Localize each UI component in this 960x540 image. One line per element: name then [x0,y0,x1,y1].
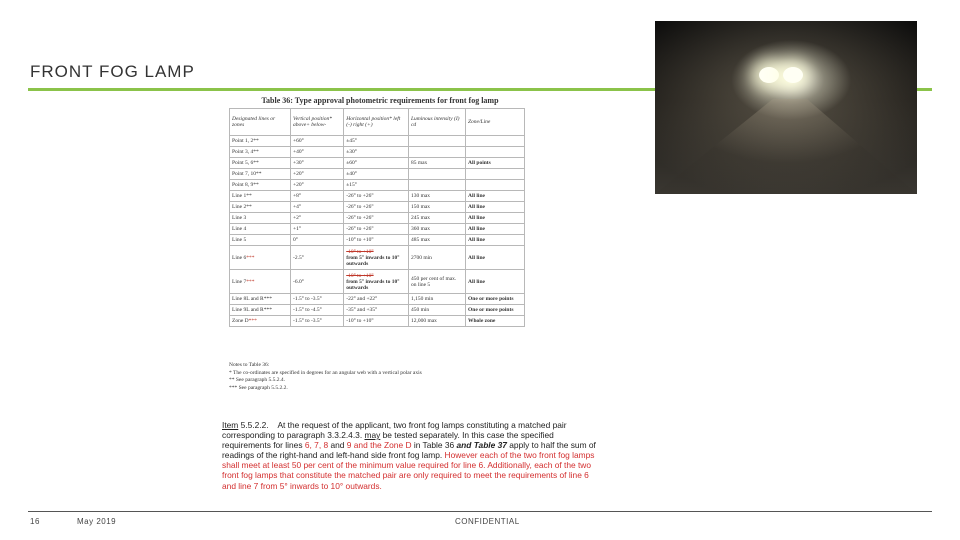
right-headlight-glow [783,67,803,83]
paragraph-text: At the request of the applicant, two front fog lamps constituting a matched pair corresponding to paragraph 3.3.2.4.3. [222,420,567,441]
footer-divider [28,511,932,512]
table-cell: All points [465,158,524,169]
table-cell: 2700 min [408,246,465,270]
table-cell: -6.0° [291,270,344,294]
table-cell: ±40° [344,169,409,180]
table-cell: 245 max [408,213,465,224]
row-label: Point 7, 10** [232,171,262,177]
table-cell [408,169,465,180]
table-cell: +30° [291,158,344,169]
table-cell: +20° [291,180,344,191]
table-cell: -10° to +10° [344,235,409,246]
table-cell: -26° to +26° [344,213,409,224]
header-cell: Zone/Line [465,109,524,136]
table-cell: -26° to +26° [344,202,409,213]
row-label-mark: *** [248,318,257,324]
table-cell: +2° [291,213,344,224]
row-label: Zone D [232,318,249,324]
table-cell: -26° to +26° [344,191,409,202]
paragraph-text: and [330,440,345,451]
row-label: Line 2** [232,204,252,210]
table-cell [230,224,291,235]
header-cell: Horizontal position* left (-) right (+) [344,109,409,136]
note-line: ** See paragraph 5.5.2.4. [229,377,286,383]
table-cell: 450 min [408,305,465,316]
table-cell: 150 max [408,202,465,213]
table-cell: 85 max [408,158,465,169]
table-cell: One or more points [465,305,524,316]
table-cell [230,235,291,246]
new-value: from 5° inwards to 10° outwards [346,278,400,291]
table-cell [344,246,409,270]
table-cell: All line [465,191,524,202]
table-cell: 12,000 max [408,316,465,327]
table-row [230,202,525,213]
table-cell: 1,150 min [408,294,465,305]
table-cell: All line [465,202,524,213]
table-cell: +40° [291,147,344,158]
row-label: Point 3, 4** [232,149,259,155]
table-cell [408,136,465,147]
table-caption: Table 36: Type approval photometric requirements for front fog lamp [261,96,499,105]
table-cell: ±60° [344,158,409,169]
item-label: Item [222,420,239,430]
table-row [230,294,525,305]
row-label-mark: *** [246,254,255,261]
table-cell: 360 max [408,224,465,235]
table-row [230,213,525,224]
table-cell: -35° and +35° [344,305,409,316]
table-cell [230,202,291,213]
table-cell [230,294,291,305]
photometric-table [229,108,525,327]
struck-value: -10° to +10° [346,272,374,279]
table-cell [230,169,291,180]
table-cell [230,136,291,147]
left-headlight-glow [759,67,779,83]
table-cell: All line [465,224,524,235]
slide-title: FRONT FOG LAMP [30,62,195,81]
table-cell: One or more points [465,294,524,305]
table-row [230,169,525,180]
table-cell: All line [465,270,524,294]
table-row [230,305,525,316]
table-cell [230,180,291,191]
table-cell [230,213,291,224]
item-ref: 5.5.2.2. [240,420,269,430]
bold-italic-text: and Table 37 [456,440,507,451]
table-row [230,316,525,327]
row-label: Line 9L and R*** [232,307,272,313]
footer-date: May 2019 [77,517,117,526]
requirement-paragraph [222,420,602,491]
table-cell [230,270,291,294]
table-cell [230,191,291,202]
table-cell: ±15° [344,180,409,191]
table-row [230,136,525,147]
row-label: Point 8, 9** [232,182,259,188]
row-label: Line 6 [232,254,247,261]
table-cell: All line [465,246,524,270]
table-cell [344,270,409,294]
new-value: from 5° inwards to 10° outwards [346,254,400,267]
paragraph-text: in Table 36 [413,440,455,451]
table-cell [465,136,524,147]
row-label: Line 7 [232,278,247,285]
table-cell: Whole zone [465,316,524,327]
table-cell [408,147,465,158]
table-cell: +4° [291,202,344,213]
table-cell [230,246,291,270]
table-cell [465,169,524,180]
highlighted-text: However each of the two front fog lamps shall meet at least 50 per cent of the minimum value required for line 6. Additionally, each of the two front fog lamps that constitute the matched pair are only required to meet the requirements of line 6 and line 7 from 5° inwards to 10° outwards. [222,450,595,491]
header-cell: Designated lines or zones [230,109,291,136]
table-cell: -1.5° to -4.5° [291,305,344,316]
table-cell: ±45° [344,136,409,147]
table-header-row [230,109,525,136]
row-label: Point 5, 6** [232,160,259,166]
table-cell: +8° [291,191,344,202]
may-word: may [364,430,381,441]
table-cell: ±30° [344,147,409,158]
header-cell: Vertical position* above+ below- [291,109,344,136]
table-row [230,158,525,169]
table-notes [229,362,422,392]
table-row [230,147,525,158]
table-row [230,224,525,235]
row-label: Line 4 [232,226,247,232]
row-label: Line 5 [232,237,247,243]
page-number: 16 [30,517,40,526]
table-cell: -1.5° to -3.5° [291,316,344,327]
table-row [230,180,525,191]
highlighted-text: 9 and the Zone D [346,440,412,451]
table-cell: -2.5° [291,246,344,270]
table-row [230,191,525,202]
note-line: Notes to Table 36: [229,362,270,368]
table-cell: -1.5° to -3.5° [291,294,344,305]
table-cell: 0° [291,235,344,246]
table-row [230,246,525,270]
table-cell: -22° and +22° [344,294,409,305]
table-cell [465,180,524,191]
footer-classification: CONFIDENTIAL [455,517,520,526]
table-cell [408,180,465,191]
table-cell: -26° to +26° [344,224,409,235]
table-cell: All line [465,213,524,224]
table-cell: 130 max [408,191,465,202]
highlighted-text: 6, 7, 8 [304,440,329,451]
note-line: * The co-ordinates are specified in degrees for an angular web with a vertical polar axis [229,369,422,376]
paragraph-text: be tested separately. In this case the specified requirements for lines [222,430,554,451]
table-cell: All line [465,235,524,246]
table-cell [230,147,291,158]
header-cell: Luminous intensity (I) cd [408,109,465,136]
struck-value: -10° to +10° [346,248,374,255]
table-cell: +60° [291,136,344,147]
table-cell [465,147,524,158]
paragraph-text: apply to half the sum of readings of the right-hand and left-hand side front fog lamp. [222,440,596,461]
note-line: *** See paragraph 5.5.2.2. [229,384,288,391]
row-label: Point 1, 2** [232,138,259,144]
table-cell: 485 max [408,235,465,246]
table-cell [230,316,291,327]
table-row [230,235,525,246]
table-cell: -10° to +10° [344,316,409,327]
road-image-area [655,99,917,194]
table-cell: 450 per cent of max. on line 5 [408,270,465,294]
fog-lamp-photo [655,21,917,194]
row-label-mark: *** [246,278,255,285]
table-cell: +1° [291,224,344,235]
row-label: Line 1** [232,193,252,199]
table-row [230,270,525,294]
table-cell [230,158,291,169]
table-cell [230,305,291,316]
row-label: Line 8L and R*** [232,296,272,302]
row-label: Line 3 [232,215,247,221]
table-cell: +20° [291,169,344,180]
